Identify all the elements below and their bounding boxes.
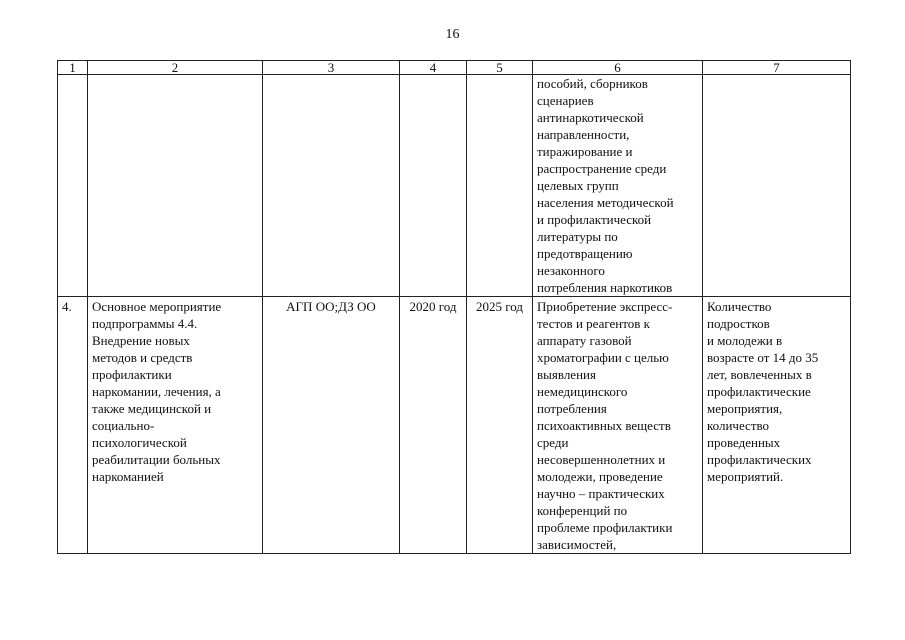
page-number: 16 [445,27,460,42]
cell-end-year: 2025 год [467,297,533,554]
cell-start-year [400,75,467,297]
cell-end-year [467,75,533,297]
cell-measure [88,75,263,297]
cell-number: 4. [58,297,88,554]
column-header-2: 2 [88,61,263,75]
column-header-3: 3 [263,61,400,75]
cell-number [58,75,88,297]
table-row-continuation [58,75,851,297]
cell-description: Приобретение экспресс- тестов и реагентов к аппарату газовой хроматографии с целью выявления немедицинского потребления психоактивных веществ среди несовершеннолетних и молодежи, проведение научно – практических конференций по проблеме профилактики зависимостей, [533,297,703,554]
column-header-1: 1 [58,61,88,75]
table-header-row [58,61,851,75]
cell-executor [263,75,400,297]
cell-description: пособий, сборников сценариев антинаркотической направленности, тиражирование и распространение среди целевых групп населения методической и профилактической литературы по предотвращению незаконного потребления наркотиков [533,75,703,297]
column-header-6: 6 [533,61,703,75]
table-row-4 [58,297,851,554]
cell-start-year: 2020 год [400,297,467,554]
cell-indicator [703,75,851,297]
cell-executor: АГП ОО;ДЗ ОО [263,297,400,554]
column-header-5: 5 [467,61,533,75]
cell-measure: Основное мероприятие подпрограммы 4.4. Внедрение новых методов и средств профилактики наркомании, лечения, а также медицинской и социально- психологической реабилитации больных наркоманией [88,297,263,554]
cell-indicator: Количество подростков и молодежи в возрасте от 14 до 35 лет, вовлеченных в профилактические мероприятия, количество проведенных профилактических мероприятий. [703,297,851,554]
measures-table [57,60,851,554]
column-header-4: 4 [400,61,467,75]
column-header-7: 7 [703,61,851,75]
